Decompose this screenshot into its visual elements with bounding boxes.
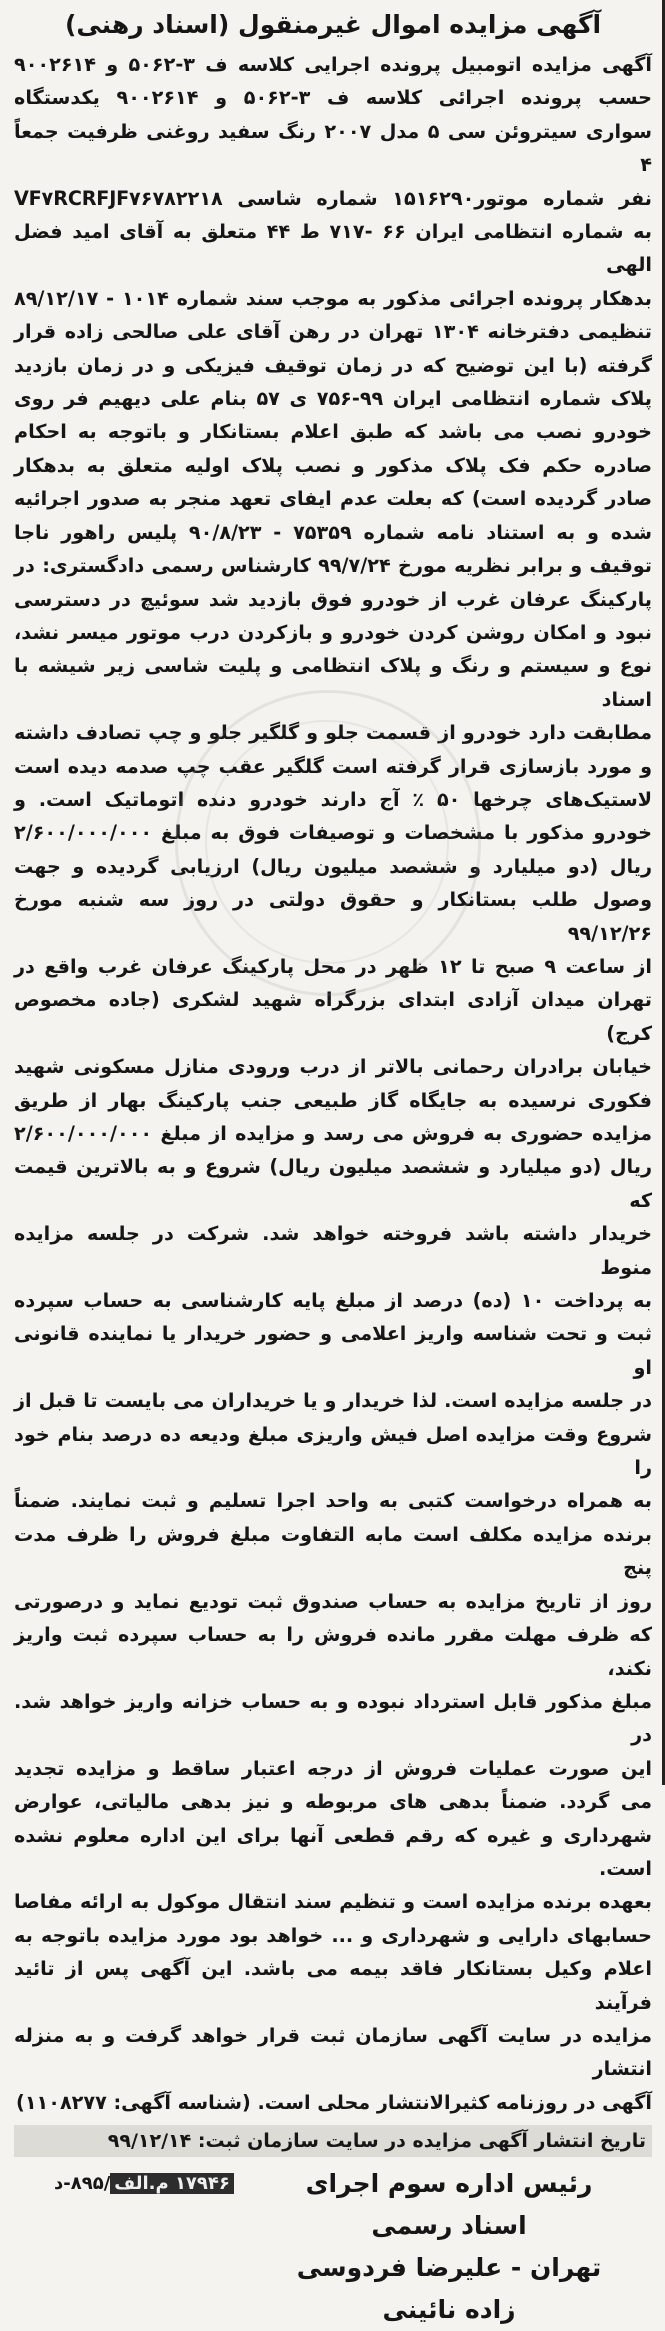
notice-line: شهرداری و غیره که رقم قطعی آنها برای این اداره معلوم نشده است.	[14, 1823, 652, 1880]
notice-line: صادره حکم فک پلاک مذکور و نصب پلاک اولیه متعلق به بدهکار	[14, 453, 652, 477]
notice-line: صادر گردیده است) که بعلت عدم ایفای تعهد منجر به صدور اجرائیه	[14, 487, 652, 511]
notice-line: شروع وقت مزایده اصل فیش واریزی مبلغ ودیعه ده درصد بنام خود را	[14, 1422, 652, 1480]
notice-line: مزایده در سایت آگهی سازمان ثبت قرار خواهد گرفت و به منزله انتشار	[14, 2023, 652, 2081]
notice-line: خیابان برادران رحمانی بالاتر از درب ورودی منازل مسکونی شهید	[14, 1055, 652, 1079]
notice-line: پلاک شماره انتظامی ایران ۹۹-۷۵۶ ی ۵۷ بنام علی دیهیم فر روی	[14, 387, 652, 411]
notice-line: مبلغ مذکور قابل استرداد نبوده و به حساب خزانه واریز خواهد شد. در	[14, 1689, 652, 1747]
signature-block	[284, 2163, 614, 2331]
notice-line: ریال (دو میلیارد و ششصد میلیون ریال) شروع و به بالاترین قیمت که	[14, 1155, 652, 1212]
notice-code-number: ۱۷۹۴۶ م.الف	[110, 2173, 234, 2194]
notice-line: این صورت عملیات فروش از درجه اعتبار ساقط و مزایده تجدید	[14, 1756, 652, 1780]
signature-row	[14, 2163, 652, 2325]
notice-line: حسابهای دارایی و شهرداری و ... خواهد بود مورد مزایده باتوجه به	[14, 1923, 652, 1947]
notice-line: و مورد بازسازی قرار گرفته است گلگیر عقب چپ صدمه دیده است	[14, 754, 652, 778]
notice-line: می گردد. ضمناً بدهی های مربوطه و نیز بدهی مالیاتی، عوارض	[14, 1790, 652, 1814]
notice-line: از ساعت ۹ صبح تا ۱۲ ظهر در محل پارکینگ عرفان غرب واقع در	[14, 954, 652, 978]
notice-line: خودرو مذکور با مشخصات و توصیفات فوق به مبلغ ۲/۶۰۰/۰۰۰/۰۰۰	[14, 821, 652, 845]
notice-line: بدهکار پرونده اجرائی مذکور به موجب سند شماره ۱۰۱۴ - ۸۹/۱۲/۱۷	[14, 286, 653, 310]
notice-body	[14, 48, 652, 2119]
notice-line: پارکینگ عرفان غرب از خودرو فوق بازدید شد سوئیچ در دسترسی	[14, 587, 652, 611]
signature-name: تهران - علیرضا فردوسی زاده نائینی	[296, 2253, 602, 2325]
notice-line: ثبت و تحت شناسه واریز اعلامی و حضور خریدار یا نماینده قانونی او	[14, 1322, 652, 1379]
notice-line: گرفته (با این توضیح که در زمان توقیف فیزیکی و در زمان بازدید	[14, 353, 652, 377]
notice-line: تهران میدان آزادی ابتدای بزرگراه شهید لشکری (جاده مخصوص کرج)	[14, 988, 652, 1045]
notice-line: نفر شماره موتور۱۵۱۶۲۹۰ شماره شاسی VF۷RCRFJF۷۶۷۸۲۲۱۸	[14, 186, 652, 210]
signature-title: رئیس اداره سوم اجرای اسناد رسمی	[305, 2169, 593, 2241]
notice-line: به پرداخت ۱۰ (ده) درصد از مبلغ پایه کارشناسی به حساب سپرده	[14, 1289, 652, 1313]
notice-line: فکوری نرسیده به جایگاه گاز طبیعی جنب پارکینگ بهار از طریق	[14, 1088, 652, 1112]
notice-line: لاستیک‌های چرخها ۵۰ ٪ آج دارند خودرو دنده اتوماتیک است. و	[14, 787, 652, 811]
notice-line: خریدار داشته باشد فروخته خواهد شد. شرکت در جلسه مزایده منوط	[14, 1222, 652, 1279]
notice-line: شده و به استناد نامه شماره ۷۵۳۵۹ - ۹۰/۸/۲۳ پلیس راهور ناجا	[14, 520, 653, 544]
notice-line: سواری سیتروئن سی ۵ مدل ۲۰۰۷ رنگ سفید روغنی ظرفیت جمعاً ۴	[14, 119, 652, 177]
notice-line: آگهی مزایده اتومبیل پرونده اجرایی کلاسه ف ۳-۵۰۶۲ و ۹۰۰۲۶۱۴	[14, 53, 652, 76]
notice-line: به شماره انتظامی ایران ۶۶ -۷۱۷ ط ۴۴ متعلق به آقای امید فضل الهی	[14, 220, 652, 277]
notice-line: در جلسه مزایده است. لذا خریدار و یا خریداران می بایست تا قبل از	[14, 1389, 652, 1413]
notice-title: آگهی مزایده اموال غیرمنقول (اسناد رهنی)	[64, 10, 602, 39]
publication-date: تاریخ انتشار آگهی مزایده در سایت سازمان ثبت: ۹۹/۱۲/۱۴	[14, 2125, 652, 2157]
notice-code	[54, 2169, 234, 2199]
notice-line: که ظرف مهلت مقرر مانده فروش را به حساب سپرده ثبت واریز نکند،	[14, 1623, 652, 1680]
notice-line: خودرو نصب می باشد که طبق اعلام بستانکار و باتوجه به احکام	[14, 420, 652, 444]
notice-line: حسب پرونده اجرائی کلاسه ف ۳-۵۰۶۲ و ۹۰۰۲۶۱۴ یکدستگاه	[14, 86, 652, 110]
notice-line: برنده مزایده مکلف است مابه التفاوت مبلغ فروش را ظرف مدت پنج	[14, 1522, 652, 1580]
notice-line: مزایده حضوری به فروش می رسد و مزایده از مبلغ ۲/۶۰۰/۰۰۰/۰۰۰	[14, 1122, 652, 1145]
notice-line: نبود و امکان روشن کردن خودرو و بازکردن درب موتور میسر نشد،	[14, 620, 652, 644]
notice-line: تنظیمی دفترخانه ۱۳۰۴ تهران در رهن آقای علی صالحی زاده قرار	[14, 320, 653, 344]
notice-line: ریال (دو میلیارد و ششصد میلیون ریال) ارزیابی گردیده و جهت	[14, 854, 652, 878]
notice-line: به همراه درخواست کتبی به واحد اجرا تسلیم و ثبت نمایند. ضمناً	[14, 1489, 652, 1513]
notice-footer	[14, 2125, 652, 2325]
notice-line: توقیف و برابر نظریه مورخ ۹۹/۷/۲۴ کارشناس رسمی دادگستری: در	[14, 554, 653, 578]
notice-line: نوع و سیستم و رنگ و پلاک انتظامی و پلیت شاسی زیر شیشه با اسناد	[14, 654, 652, 711]
notice-line: مطابقت دارد خودرو از قسمت جلو و گلگیر جلو و چپ تصادف داشته	[14, 721, 652, 745]
notice-line: روز از تاریخ مزایده به حساب صندوق ثبت تودیع نماید و درصورتی	[14, 1589, 652, 1613]
notice-code-suffix: /۸۹۵-د	[54, 2173, 111, 2195]
notice-line: بعهده برنده مزایده است و تنظیم سند انتقال موکول به ارائه مفاصا	[14, 1890, 652, 1914]
notice-line: اعلام وکیل بستانکار فاقد بیمه می باشد. این آگهی پس از تائید فرآیند	[14, 1957, 652, 2014]
notice-line: آگهی در روزنامه کثیرالانتشار محلی است. (شناسه آگهی: ۱۱۰۸۲۷۷)	[16, 2090, 652, 2114]
notice-line: وصول طلب بستانکار و حقوق دولتی در روز سه شنبه مورخ ۹۹/۱۲/۲۶	[14, 888, 652, 945]
